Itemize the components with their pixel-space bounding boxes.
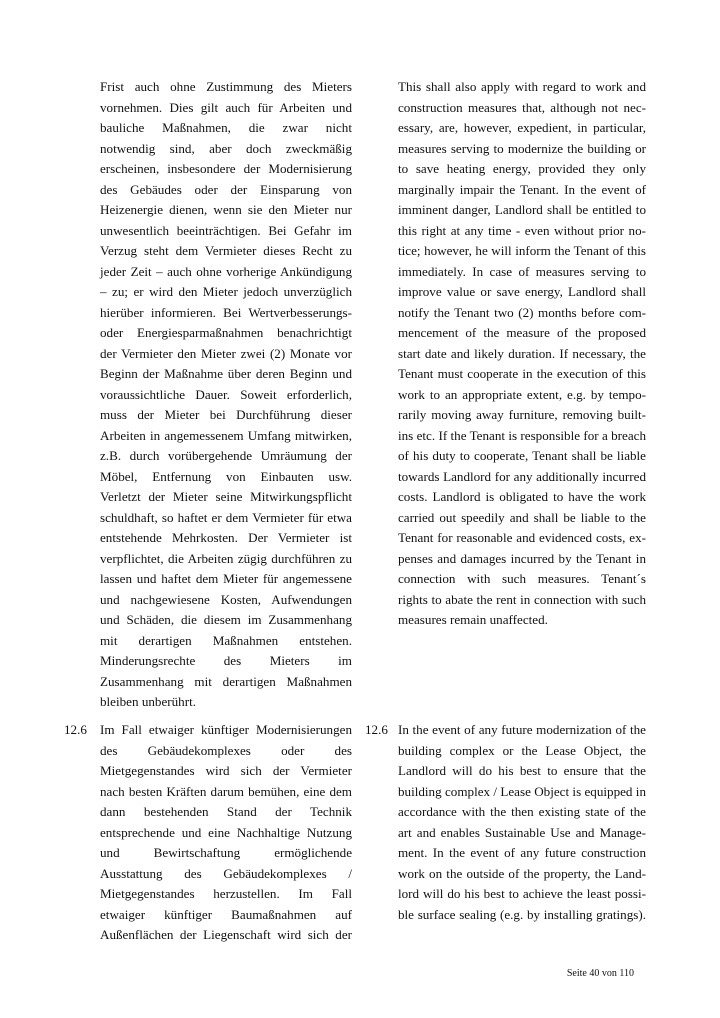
german-continuation-paragraph	[100, 77, 352, 713]
text-line: voraussichtliche Dauer. Soweit erforderlich,	[100, 386, 352, 402]
text-line: Verzug steht dem Vermieter dieses Recht zu	[100, 243, 352, 258]
text-line: work on the outside of the property, the Land-	[398, 865, 646, 881]
text-line: Mietgegenstandes herzustellen. Im Fall	[100, 886, 352, 901]
text-line: bauliche Maßnahmen, die zwar nicht	[100, 120, 352, 135]
text-line: und nachgewiesene Kosten, Aufwendungen	[100, 591, 352, 607]
text-line: muss der Mieter bei Durchführung dieser	[100, 407, 352, 422]
text-line: building complex or the Lease Object, the	[398, 742, 646, 758]
text-line: verpflichtet, die Arbeiten zügig durchführen zu	[100, 550, 352, 566]
text-line: accordance with the then existing state of the	[398, 804, 646, 819]
text-line: start date and likely duration. If necessary, the	[398, 345, 646, 361]
text-line: Im Fall etwaiger künftiger Modernisierungen	[100, 722, 352, 737]
text-line: jeder Zeit – auch ohne vorherige Ankündigung	[100, 263, 352, 279]
text-line: rights to abate the rent in connection with such	[398, 591, 646, 607]
text-line: lassen und haftet dem Mieter für angemessene	[100, 571, 352, 586]
text-line: Verletzt der Mieter seine Mitwirkungspflicht	[100, 489, 352, 504]
page-number-footer: Seite 40 von 110	[566, 968, 634, 979]
text-line: – zu; er wird den Mieter jedoch unverzüglich	[100, 284, 352, 299]
text-line: Möbel, Entfernung von Einbauten usw.	[100, 468, 352, 484]
text-line: art and enables Sustainable Use and Manage-	[398, 824, 646, 840]
english-continuation-paragraph	[398, 77, 646, 631]
text-line: etwaiger künftiger Baumaßnahmen auf	[100, 906, 352, 922]
text-line: Tenant for reasonable and evidenced costs, ex-	[398, 530, 646, 545]
text-line: des Gebäudes oder der Einsparung von	[100, 181, 352, 197]
text-line: imminent danger, Landlord shall be entitled to	[398, 202, 646, 217]
text-line: ins etc. If the Tenant is responsible for a breach	[398, 427, 646, 443]
text-line: work to an appropriate extent, e.g. by tempo-	[398, 386, 646, 402]
text-line: Beginn der Maßnahme über deren Beginn und	[100, 366, 352, 381]
text-line: oder Energiesparmaßnahmen benachrichtigt	[100, 325, 352, 340]
text-line: Minderungsrechte des Mieters im	[100, 653, 352, 668]
text-line: marginally impair the Tenant. In the event of	[398, 181, 646, 197]
text-line: schuldhaft, so haftet er dem Vermieter für etwa	[100, 509, 352, 525]
text-line: essary, are, however, expedient, in particular,	[398, 120, 646, 135]
text-line: this right at any time - even without prior no-	[398, 222, 646, 238]
text-line: ble surface sealing (e.g. by installing gratings).	[398, 906, 646, 922]
text-line: entstehende Mehrkosten. Der Vermieter ist	[100, 530, 352, 545]
text-line: Frist auch ohne Zustimmung des Mieters	[100, 79, 352, 94]
text-line: des Gebäudekomplexes oder des	[100, 742, 352, 758]
text-line: mencement of the measure of the proposed	[398, 325, 646, 340]
text-line: Landlord will do his best to ensure that the	[398, 763, 646, 778]
text-line: This shall also apply with regard to work and	[398, 79, 646, 94]
text-line: bleiben unberührt.	[100, 694, 196, 709]
text-line: mit derartigen Maßnahmen entstehen.	[100, 632, 352, 648]
text-line: ment. In the event of any future construction	[398, 845, 646, 860]
clause-number-english: 12.6	[365, 722, 388, 737]
text-line: towards Landlord for any additionally incurred	[398, 468, 646, 484]
text-line: of his duty to cooperate, Tenant shall be liable	[398, 448, 646, 463]
text-line: Außenflächen der Liegenschaft wird sich der	[100, 927, 352, 942]
text-line: notify the Tenant two (2) months before com-	[398, 304, 646, 320]
text-line: tice; however, he will inform the Tenant of this	[398, 243, 646, 258]
text-line: to save heating energy, provided they only	[398, 161, 646, 176]
text-line: lord will do his best to achieve the least possi-	[398, 886, 646, 901]
text-line: erscheinen, insbesondere der Modernisierung	[100, 161, 352, 176]
text-line: carried out speedily and shall be liable to the	[398, 509, 646, 525]
clause-number-german: 12.6	[64, 722, 87, 737]
text-line: In the event of any future modernization of the	[398, 722, 646, 737]
text-line: entsprechende und eine Nachhaltige Nutzung	[100, 824, 352, 840]
text-line: Ausstattung des Gebäudekomplexes /	[100, 865, 352, 881]
text-line: Mietgegenstandes wird sich der Vermieter	[100, 763, 352, 778]
text-line: Zusammenhang mit derartigen Maßnahmen	[100, 673, 352, 689]
text-line: Arbeiten in angemessenem Umfang mitwirken,	[100, 427, 352, 443]
text-line: improve value or save energy, Landlord shall	[398, 284, 646, 299]
text-line: der Vermieter den Mieter zwei (2) Monate vor	[100, 345, 352, 361]
text-line: dann bestehenden Stand der Technik	[100, 804, 352, 819]
text-line: nach besten Kräften darum bemühen, eine dem	[100, 783, 352, 799]
german-clause-12-6-paragraph	[100, 720, 352, 946]
text-line: rarily moving away furniture, removing built-	[398, 407, 646, 422]
text-line: penses and damages incurred by the Tenant in	[398, 550, 646, 566]
text-line: z.B. durch vorübergehende Umräumung der	[100, 448, 352, 463]
text-line: measures serving to modernize the building or	[398, 140, 646, 156]
text-line: measures remain unaffected.	[398, 612, 548, 627]
text-line: vornehmen. Dies gilt auch für Arbeiten und	[100, 99, 352, 115]
text-line: notwendig sind, aber doch zweckmäßig	[100, 140, 352, 156]
english-clause-12-6-paragraph	[398, 720, 646, 925]
text-line: hierüber informieren. Bei Wertverbesserungs-	[100, 304, 352, 320]
text-line: unwesentlich beeinträchtigen. Bei Gefahr im	[100, 222, 352, 238]
text-line: construction measures that, although not nec-	[398, 99, 646, 115]
text-line: Tenant must cooperate in the execution of this	[398, 366, 646, 381]
text-line: Heizenergie dienen, wenn sie den Mieter nur	[100, 202, 352, 217]
text-line: und Bewirtschaftung ermöglichende	[100, 845, 352, 860]
text-line: und Schäden, die diesem im Zusammenhang	[100, 612, 352, 627]
text-line: costs. Landlord is obligated to have the work	[398, 489, 646, 504]
text-line: building complex / Lease Object is equipped in	[398, 783, 646, 799]
text-line: connection with such measures. Tenant´s	[398, 571, 646, 586]
text-line: immediately. In case of measures serving to	[398, 263, 646, 279]
